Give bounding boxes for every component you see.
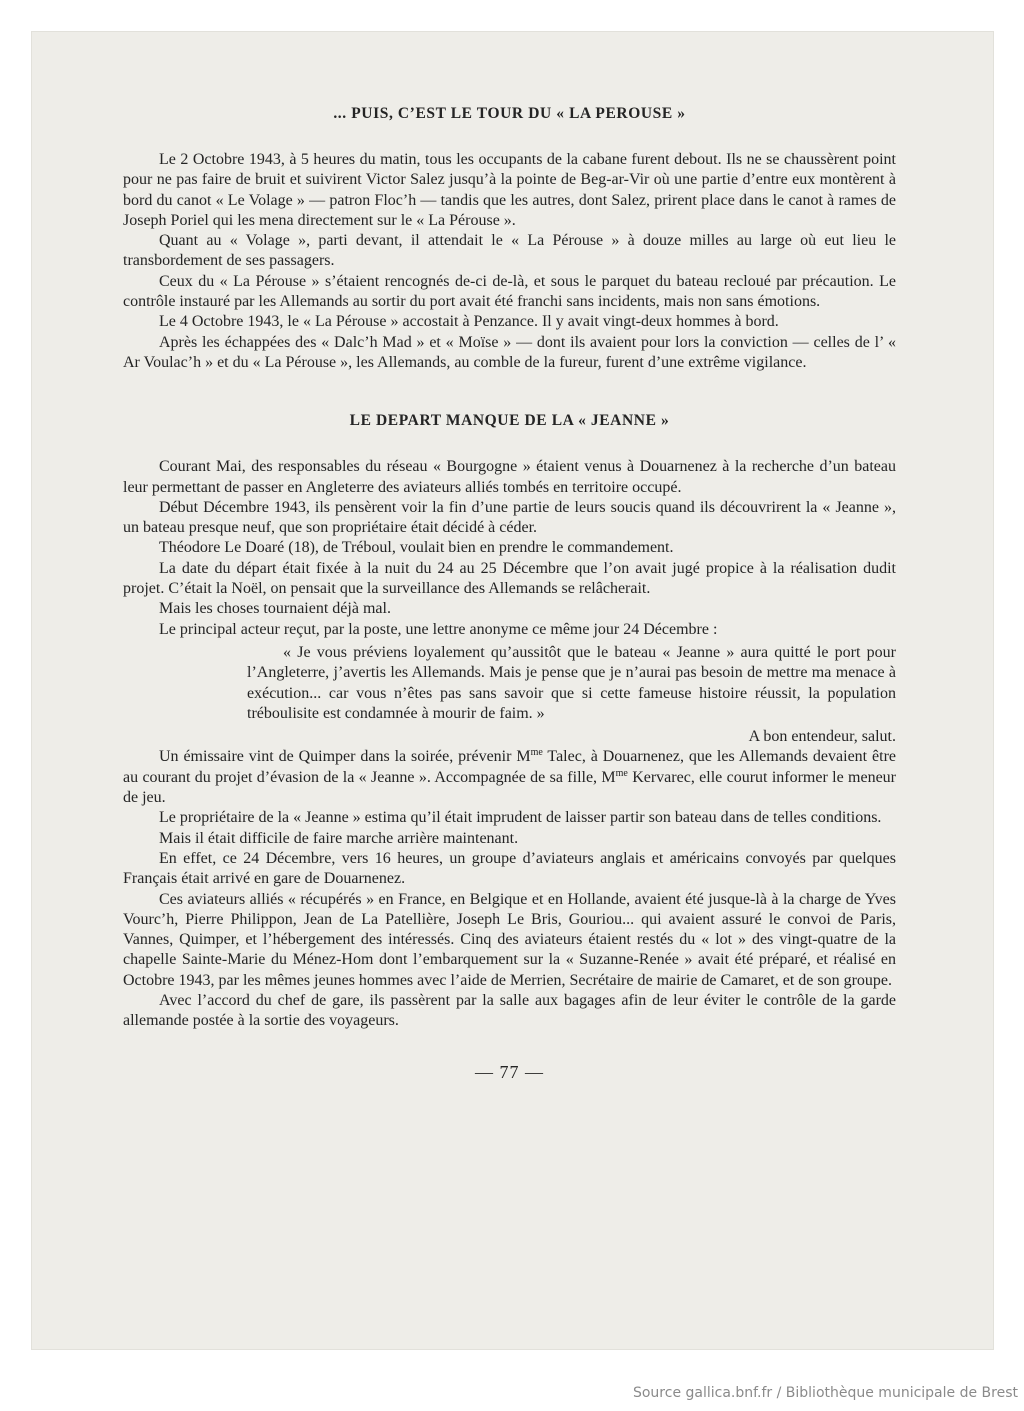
text-run: Talec, à Douarnenez, que les Allemands devaient être au courant du projet d’évasion de la « Jeanne ». Accompagnée de sa fille, M [123,748,897,786]
paragraph: La date du départ était fixée à la nuit du 24 au 25 Décembre que l’on avait jugé propice à la réalisation dudit projet. C’était la Noël, on pensait que la surveillance des Allemands se relâcherait. [123,559,896,598]
page-number: — 77 — [475,1061,544,1082]
text-run: Un émissaire vint de Quimper dans la soirée, prévenir M [159,748,531,766]
paragraph: Théodore Le Doaré (18), de Tréboul, voulait bien en prendre le commandement. [159,539,674,557]
page-sheet [31,31,994,1350]
paragraph: En effet, ce 24 Décembre, vers 16 heures, un groupe d’aviateurs anglais et américains convoyés par quelques Français était arrivé en gare de Douarnenez. [123,849,896,888]
paragraph: Courant Mai, des responsables du réseau « Bourgogne » étaient venus à Douarnenez à la recherche d’un bateau leur permettant de passer en Angleterre des aviateurs alliés tombés en territoire occupé. [123,458,896,496]
text-run: Kervarec, elle courut informer le meneur de jeu. [123,768,897,807]
superscript: me [615,767,628,779]
quote-signoff: A bon entendeur, salut. [748,728,896,746]
source-attribution: Source gallica.bnf.fr / Bibliothèque municipale de Brest [632,1385,1018,1401]
anonymous-letter-quote [247,643,896,724]
section-title-jeanne: LE DEPART MANQUE DE LA « JEANNE » [349,412,670,430]
paragraph: Mais il était difficile de faire marche arrière maintenant. [159,829,519,847]
paragraph: Le principal acteur reçut, par la poste, une lettre anonyme ce même jour 24 Décembre : [159,620,718,638]
paragraph: Ceux du « La Pérouse » s’étaient rencognés de-ci de-là, et sous le parquet du bateau recloué par précaution. Le contrôle instauré par les Allemands au sortir du port avait été franchi sans incidents, mais non sans émotions. [123,272,896,311]
paragraph: Le 2 Octobre 1943, à 5 heures du matin, tous les occupants de la cabane furent debout. Ils ne se chaussèrent point pour ne pas faire de bruit et suivirent Victor Salez jusqu’à la pointe de Beg-ar-Vir où une partie d’entre eux montèrent à bord du canot « Le Volage » — patron Floc’h — tandis que les autres, dont Salez, prirent place dans le canot à rames de Joseph Poriel qui les mena directement sur le « La Pérouse ». [123,151,896,229]
paragraph: Début Décembre 1943, ils pensèrent voir la fin d’une partie de leurs soucis quand ils découvrirent la « Jeanne », un bateau presque neuf, que son propriétaire était décidé à céder. [123,498,896,537]
paragraph: Le 4 Octobre 1943, le « La Pérouse » accostait à Penzance. Il y avait vingt-deux hommes à bord. [159,313,779,331]
paragraph: Mais les choses tournaient déjà mal. [159,600,391,618]
paragraph [123,747,896,808]
paragraph: Avec l’accord du chef de gare, ils passèrent par la salle aux bagages afin de leur éviter le contrôle de la garde allemande postée à la sortie des voyageurs. [123,991,896,1030]
section-title-la-perouse: ... PUIS, C’EST LE TOUR DU « LA PEROUSE » [333,105,686,122]
quote-text: « Je vous préviens loyalement qu’aussitôt que le bateau « Jeanne » aura quitté le port pour l’Angleterre, j’avertis les Allemands. Mais je pense que je n’aurai pas besoin de mettre ma menace à exécution... car vous n’êtes pas sans savoir que si cette fameuse histoire réussit, la population tréboulisite est condamnée à mourir de faim. » [247,643,896,722]
paragraph: Le propriétaire de la « Jeanne » estima qu’il était imprudent de laisser partir son bateau dans de telles conditions. [159,809,882,827]
page-content [123,99,896,1082]
paragraph: Quant au « Volage », parti devant, il attendait le « La Pérouse » à douze milles au large où eut lieu le transbordement de ses passagers. [123,232,896,270]
superscript: me [530,747,543,759]
paragraph: Après les échappées des « Dalc’h Mad » et « Moïse » — dont ils avaient pour lors la conviction — celles de l’ « Ar Voulac’h » et du « La Pérouse », les Allemands, au comble de la fureur, furent d’une extrême vigilance. [123,333,896,371]
paragraph: Ces aviateurs alliés « récupérés » en France, en Belgique et en Hollande, avaient été jusque-là à la charge de Yves Vourc’h, Pierre Philippon, Jean de La Patellière, Joseph Le Bris, Gouriou... qui avaient assuré le convoi de Paris, Vannes, Quimper, et l’hébergement des intéressés. Cinq des aviateurs étaient restés du « lot » des vingt-quatre de la chapelle Sainte-Marie du Ménez-Hom dont l’embarquement sur la « Suzanne-Renée » avait été préparé, et réalisé en Octobre 1943, par les mêmes jeunes hommes avec l’aide de Merrien, Secrétaire de mairie de Camaret, et de son groupe. [123,890,896,989]
